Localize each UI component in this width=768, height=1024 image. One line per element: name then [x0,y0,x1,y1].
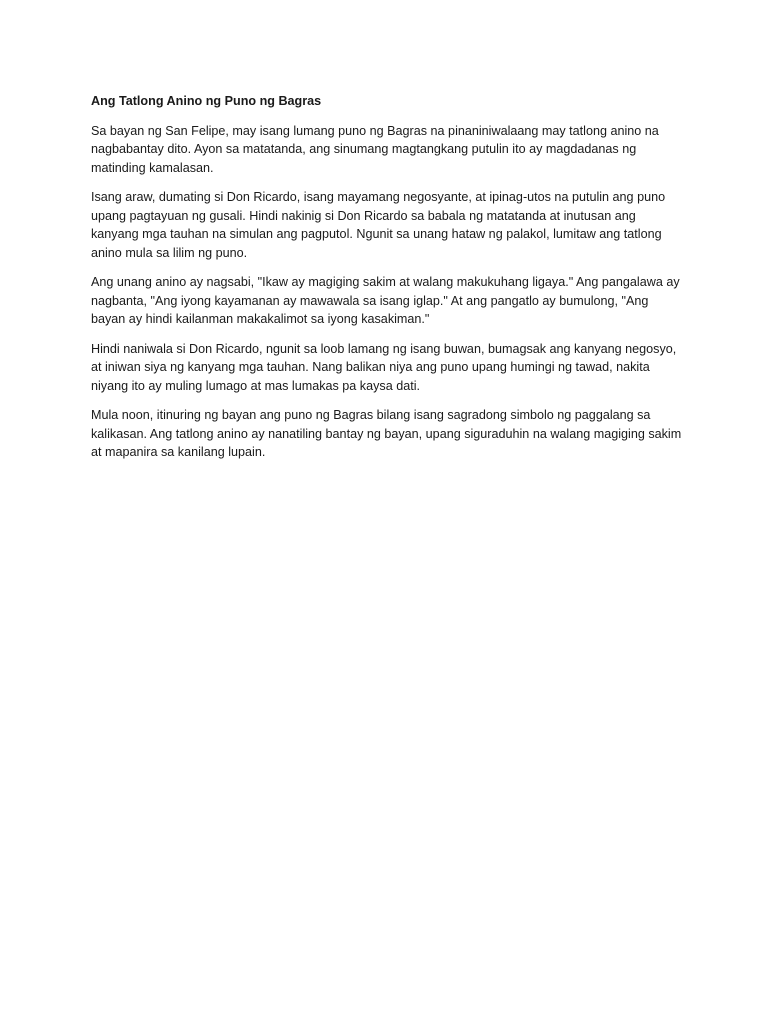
document-title: Ang Tatlong Anino ng Puno ng Bagras [91,94,322,108]
paragraph: Sa bayan ng San Felipe, may isang lumang puno ng Bagras na pinaniniwalaang may tatlong anino na nagbabantay dito. Ayon sa matatanda, ang sinumang magtangkang putulin ito ay magdadanas ng matinding kamalasan. [91,123,659,175]
paragraph: Hindi naniwala si Don Ricardo, ngunit sa loob lamang ng isang buwan, bumagsak ang kanyang negosyo, at iniwan siya ng kanyang mga tauhan. Nang balikan niya ang puno upang humingi ng tawad, nakita niyang ito ay muling lumago at mas lumakas pa kaysa dati. [91,341,677,393]
document-body [91,92,686,473]
paragraph: Isang araw, dumating si Don Ricardo, isang mayamang negosyante, at ipinag-utos na putulin ang puno upang pagtayuan ng gusali. Hindi nakinig si Don Ricardo sa babala ng matatanda at inutusan ang kanyang mga tauhan na simulan ang pagputol. Ngunit sa unang hataw ng palakol, lumitaw ang tatlong anino mula sa lilim ng puno. [91,190,666,260]
paragraph: Ang unang anino ay nagsabi, "Ikaw ay magiging sakim at walang makukuhang ligaya." Ang pangalawa ay nagbanta, "Ang iyong kayamanan ay mawawala sa isang iglap." At ang pangatlo ay bumulong, "Ang bayan ay hindi kailanman makakalimot sa iyong kasakiman." [91,275,680,326]
paragraph: Mula noon, itinuring ng bayan ang puno ng Bagras bilang isang sagradong simbolo ng paggalang sa kalikasan. Ang tatlong anino ay nanatiling bantay ng bayan, upang siguraduhin na walang magiging sakim at mapanira sa kanilang lupain. [91,408,682,459]
